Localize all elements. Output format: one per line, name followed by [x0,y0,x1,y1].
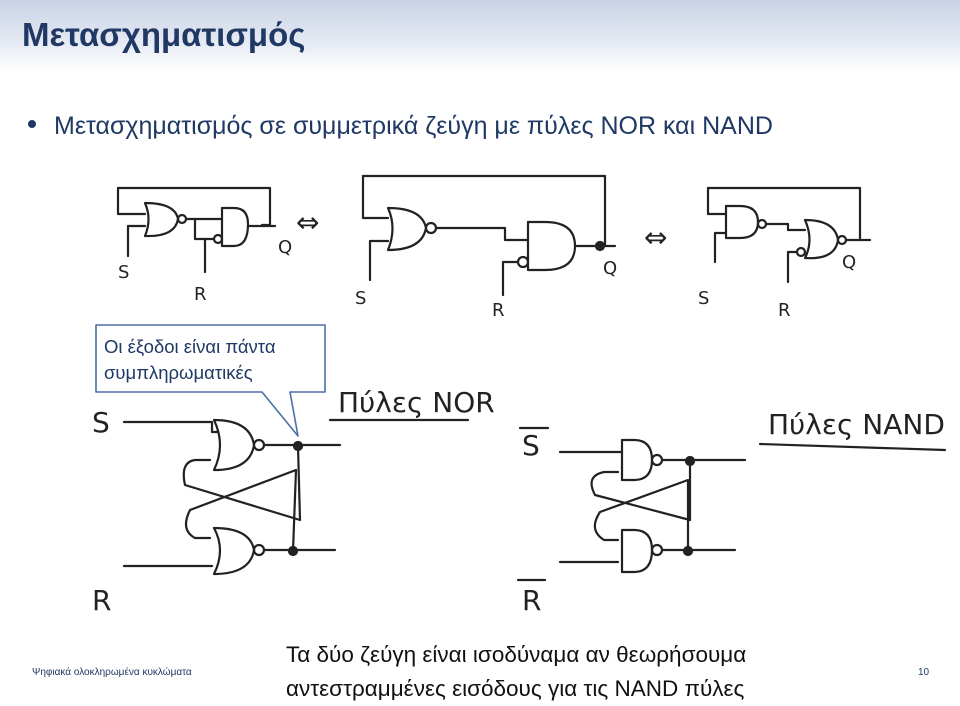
r-label-2: R [492,300,505,321]
r-label-nor: R [92,584,112,617]
s-label-nand: S [522,429,540,462]
equivalence-arrow-2: ⇔ [644,221,668,254]
nand-heading [760,408,945,450]
nand-heading-text: Πύλες NAND [768,408,945,441]
q-label-3: Q [842,252,857,273]
bullet-text: Μετασχηματισμός σε συμμετρικά ζεύγη με πύλες NOR και NAND [54,112,773,140]
s-label-3: S [698,288,710,309]
s-label-nor: S [92,406,110,439]
q-label-1: Q [278,237,293,258]
nor-latch [92,406,340,617]
nor-heading [330,386,495,420]
r-label-nand: R [522,584,542,617]
nor-heading-text: Πύλες NOR [338,386,495,419]
slide-title: Μετασχηματισμός [22,16,306,53]
callout-text [104,334,276,386]
latch-diagram-3 [698,188,870,321]
nand-latch [518,428,745,617]
callout-line-1: Οι έξοδοι είναι πάντα [104,336,276,357]
s-label-1: S [118,262,130,283]
conclusion-text [286,638,746,706]
footer-course-title: Ψηφιακά ολοκληρωμένα κυκλώματα [32,667,192,678]
latch-diagram-2 [355,176,617,321]
equivalence-arrow-1: ⇔ [296,206,320,239]
callout-line-2: συμπληρωματικές [104,362,253,383]
page-number: 10 [918,667,930,678]
conclusion-line-1: Τα δύο ζεύγη είναι ισοδύναμα αν θεωρήσουμα [286,642,747,667]
r-label-3: R [778,300,791,321]
s-label-2: S [355,288,367,309]
q-label-2: Q [603,258,618,279]
r-label-1: R [194,284,207,305]
conclusion-line-2: αντεστραμμένες εισόδους για τις NAND πύλες [286,676,745,701]
latch-diagram-1 [118,188,292,305]
